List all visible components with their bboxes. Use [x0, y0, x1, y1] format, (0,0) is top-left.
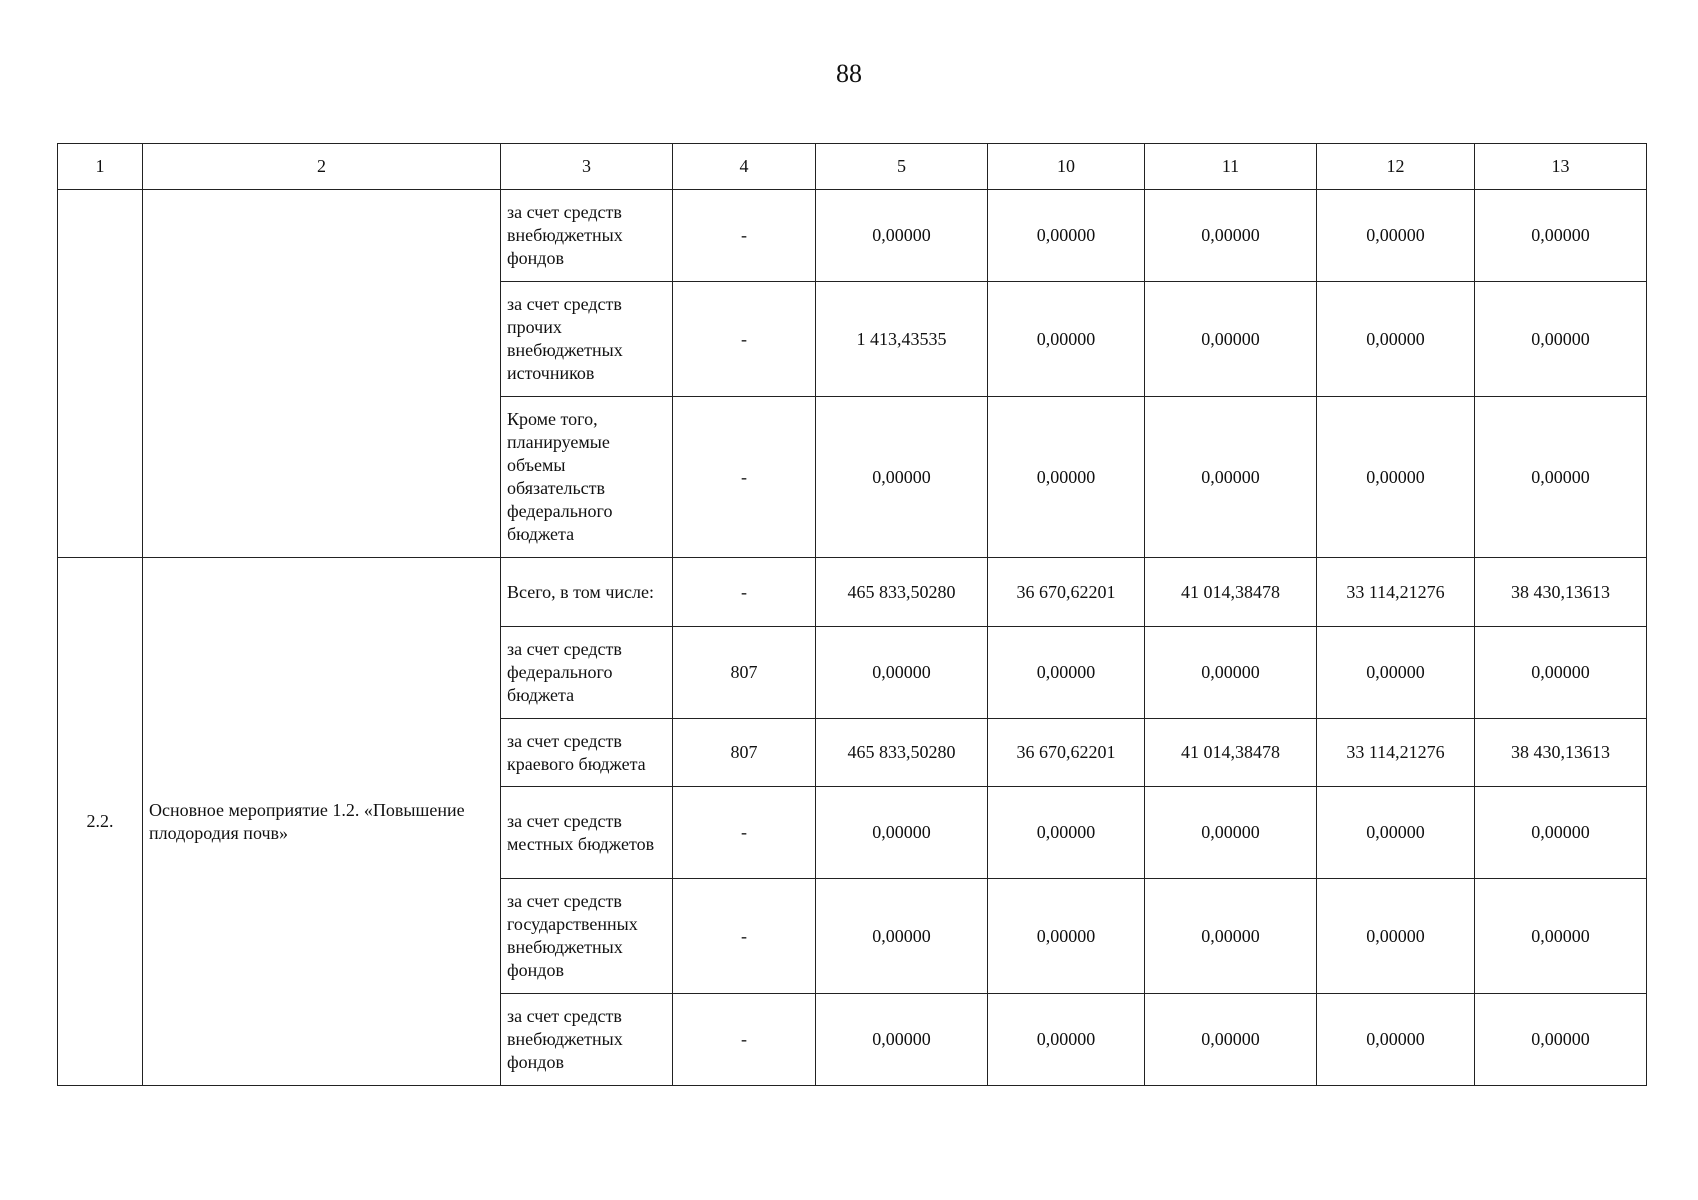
value-cell: 0,00000 [1145, 190, 1317, 282]
funding-source: за счет средств местных бюджетов [501, 787, 673, 879]
value-cell: 0,00000 [816, 787, 988, 879]
value-cell: 36 670,62201 [988, 558, 1145, 627]
value-cell: 0,00000 [988, 627, 1145, 719]
column-header: 4 [673, 144, 816, 190]
value-cell: 0,00000 [1475, 879, 1647, 994]
funding-source: Всего, в том числе: [501, 558, 673, 627]
value-cell: 0,00000 [816, 879, 988, 994]
funding-source: за счет средств федерального бюджета [501, 627, 673, 719]
budget-code: 807 [673, 719, 816, 787]
value-cell: 0,00000 [816, 994, 988, 1086]
header-row [58, 144, 1647, 190]
value-cell: 0,00000 [988, 787, 1145, 879]
page-number: 88 [836, 59, 862, 88]
value-cell: 0,00000 [988, 994, 1145, 1086]
value-cell: 0,00000 [1475, 190, 1647, 282]
value-cell: 41 014,38478 [1145, 719, 1317, 787]
value-cell: 0,00000 [1475, 627, 1647, 719]
value-cell: 0,00000 [1145, 994, 1317, 1086]
value-cell: 36 670,62201 [988, 719, 1145, 787]
budget-code: 807 [673, 627, 816, 719]
funding-source: за счет средств краевого бюджета [501, 719, 673, 787]
funding-source: за счет средств прочих внебюджетных источников [501, 282, 673, 397]
value-cell: 0,00000 [1475, 994, 1647, 1086]
value-cell: 0,00000 [1317, 397, 1475, 558]
funding-source: Кроме того, планируемые объемы обязательств федерального бюджета [501, 397, 673, 558]
item-name [143, 190, 501, 558]
value-cell: 0,00000 [988, 190, 1145, 282]
value-cell: 0,00000 [816, 190, 988, 282]
value-cell: 0,00000 [1145, 397, 1317, 558]
funding-source: за счет средств внебюджетных фондов [501, 994, 673, 1086]
budget-code: - [673, 190, 816, 282]
budget-code: - [673, 879, 816, 994]
budget-code: - [673, 282, 816, 397]
value-cell: 1 413,43535 [816, 282, 988, 397]
value-cell: 465 833,50280 [816, 719, 988, 787]
item-index [58, 190, 143, 558]
value-cell: 0,00000 [816, 397, 988, 558]
budget-table [57, 143, 1647, 1086]
value-cell: 0,00000 [1317, 627, 1475, 719]
funding-source: за счет средств государственных внебюджетных фондов [501, 879, 673, 994]
value-cell: 0,00000 [988, 397, 1145, 558]
budget-code: - [673, 558, 816, 627]
value-cell: 0,00000 [816, 627, 988, 719]
value-cell: 0,00000 [1317, 994, 1475, 1086]
value-cell: 0,00000 [988, 879, 1145, 994]
column-header: 1 [58, 144, 143, 190]
value-cell: 0,00000 [1475, 397, 1647, 558]
value-cell: 38 430,13613 [1475, 719, 1647, 787]
value-cell: 38 430,13613 [1475, 558, 1647, 627]
budget-code: - [673, 994, 816, 1086]
value-cell: 41 014,38478 [1145, 558, 1317, 627]
value-cell: 0,00000 [1317, 282, 1475, 397]
budget-code: - [673, 397, 816, 558]
column-header: 13 [1475, 144, 1647, 190]
column-header: 11 [1145, 144, 1317, 190]
item-index: 2.2. [58, 558, 143, 1086]
value-cell: 0,00000 [988, 282, 1145, 397]
column-header: 12 [1317, 144, 1475, 190]
value-cell: 0,00000 [1475, 282, 1647, 397]
column-header: 10 [988, 144, 1145, 190]
value-cell: 0,00000 [1317, 787, 1475, 879]
value-cell: 465 833,50280 [816, 558, 988, 627]
table-row [58, 558, 1647, 627]
value-cell: 0,00000 [1145, 787, 1317, 879]
value-cell: 0,00000 [1145, 879, 1317, 994]
column-header: 3 [501, 144, 673, 190]
value-cell: 33 114,21276 [1317, 558, 1475, 627]
value-cell: 0,00000 [1145, 282, 1317, 397]
column-header: 5 [816, 144, 988, 190]
value-cell: 0,00000 [1317, 190, 1475, 282]
funding-source: за счет средств внебюджетных фондов [501, 190, 673, 282]
value-cell: 0,00000 [1145, 627, 1317, 719]
item-name: Основное мероприятие 1.2. «Повышение плодородия почв» [143, 558, 501, 1086]
value-cell: 33 114,21276 [1317, 719, 1475, 787]
budget-code: - [673, 787, 816, 879]
value-cell: 0,00000 [1475, 787, 1647, 879]
column-header: 2 [143, 144, 501, 190]
table-row [58, 190, 1647, 282]
value-cell: 0,00000 [1317, 879, 1475, 994]
